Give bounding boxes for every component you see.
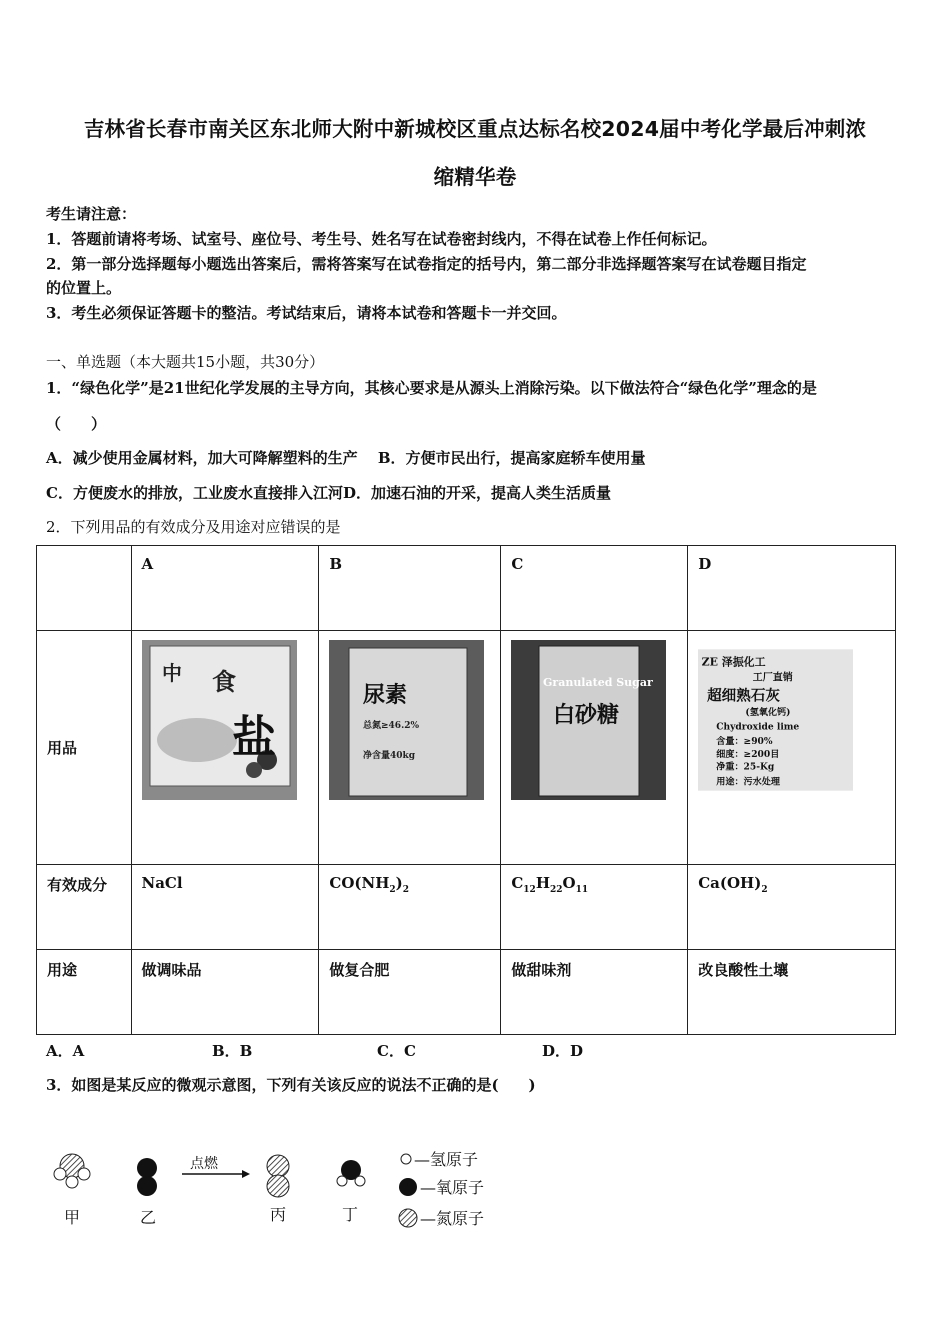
q2-table <box>36 545 896 1035</box>
lime-bag-text-3: 超细熟石灰 <box>707 687 781 705</box>
urea-bag-text-3: 净含量40kg <box>363 751 416 761</box>
salt-bag-text-2: 食 <box>211 667 236 696</box>
component-c-s2: 22 <box>550 885 563 895</box>
notice-heading: 考生请注意： <box>46 205 137 223</box>
q2-choice-c[interactable]: C．C <box>377 1042 416 1060</box>
component-b <box>319 865 501 950</box>
component-d-sub1: 2 <box>761 885 768 895</box>
component-c-o: O <box>562 874 576 892</box>
use-c: 做甜味剂 <box>501 950 688 1035</box>
lime-bag-text-1: ZE 泽振化工 <box>701 655 766 669</box>
component-c-s3: 11 <box>575 885 589 895</box>
component-c-s1: 12 <box>523 885 536 895</box>
molecule-ding <box>337 1160 365 1186</box>
q1-options-ab: A．减少使用金属材料，加大可降解塑料的生产 B．方便市民出行，提高家庭轿车使用量 <box>46 449 646 467</box>
page-title-line1: 吉林省长春市南关区东北师大附中新城校区重点达标名校2024届中考化学最后冲刺浓 <box>83 117 867 141</box>
use-a: 做调味品 <box>131 950 319 1035</box>
legend-nitrogen: —氮原子 <box>420 1209 485 1228</box>
section-heading: 一、单选题（本大题共15小题，共30分） <box>46 353 325 371</box>
lime-bag-text-7: 细度：≥200目 <box>716 748 780 760</box>
slaked-lime-bag-image <box>698 640 853 800</box>
q1-stem: 1．“绿色化学”是21世纪化学发展的主导方向，其核心要求是从源头上消除污染。以下做法符合“绿色化学”理念的是 <box>46 379 817 397</box>
component-c-h: H <box>535 874 550 892</box>
molecule-yi <box>137 1158 157 1196</box>
q1-blank: （ ） <box>46 415 107 433</box>
table-row <box>37 631 896 865</box>
table-row <box>37 865 896 950</box>
urea-bag-text-1: 尿素 <box>363 682 408 708</box>
legend <box>399 1150 484 1228</box>
row-label-item: 用品 <box>37 631 132 865</box>
lime-bag-text-4: (氢氧化钙) <box>745 706 791 718</box>
food-salt-bag-image <box>142 640 297 800</box>
molecule-jia <box>54 1154 90 1188</box>
legend-hydrogen: —氢原子 <box>414 1150 479 1169</box>
component-a: NaCl <box>131 865 319 950</box>
component-c <box>501 865 688 950</box>
reaction-arrow <box>182 1155 250 1178</box>
image-cell-b <box>319 631 501 865</box>
lime-bag-text-2: 工厂直销 <box>752 672 794 684</box>
col-header-c: C <box>501 546 688 631</box>
label-bing: 丙 <box>270 1205 287 1224</box>
use-b: 做复合肥 <box>319 950 501 1035</box>
col-header-d: D <box>688 546 896 631</box>
notice-item-1: 1．答题前请将考场、试室号、座位号、考生号、姓名写在试卷密封线内，不得在试卷上作任何标记。 <box>46 230 717 248</box>
component-b-tail: ) <box>395 874 403 892</box>
q2-choice-b[interactable]: B．B <box>212 1042 253 1060</box>
notice-item-2: 2．第一部分选择题每小题选出答案后，需将答案写在试卷指定的括号内，第二部分非选择题答案写在试卷题目指定 <box>46 255 807 273</box>
lime-bag-text-9: 用途：污水处理 <box>716 776 781 788</box>
row-label-use: 用途 <box>37 950 132 1035</box>
label-jia: 甲 <box>64 1208 81 1227</box>
col-header-b: B <box>319 546 501 631</box>
component-c-c: C <box>511 874 524 892</box>
q2-choice-d[interactable]: D．D <box>542 1042 584 1060</box>
q3-stem: 3．如图是某反应的微观示意图，下列有关该反应的说法不正确的是( ) <box>46 1076 536 1094</box>
lime-bag-text-5: Chydroxide lime <box>716 721 800 733</box>
notice-item-2-cont: 的位置上。 <box>46 279 122 297</box>
image-cell-a <box>131 631 319 865</box>
q2-stem: 2．下列用品的有效成分及用途对应错误的是 <box>46 518 341 536</box>
table-row <box>37 950 896 1035</box>
component-b-sub2: 2 <box>402 885 410 895</box>
table-cell <box>37 546 132 631</box>
label-yi: 乙 <box>140 1208 157 1227</box>
image-cell-d <box>688 631 896 865</box>
urea-bag-text-2: 总氮≥46.2% <box>363 721 420 731</box>
legend-oxygen: —氧原子 <box>420 1178 485 1197</box>
sugar-bag-text-1: Granulated Sugar <box>543 676 654 689</box>
notice-item-3: 3．考生必须保证答题卡的整洁。考试结束后，请将本试卷和答题卡一并交回。 <box>46 304 567 322</box>
q2-choice-a[interactable]: A．A <box>46 1042 85 1060</box>
salt-bag-text-3: 盐 <box>231 712 276 763</box>
molecule-bing <box>267 1155 289 1197</box>
reaction-diagram <box>40 1140 510 1250</box>
image-cell-c <box>501 631 688 865</box>
component-b-main: CO(NH <box>329 874 390 892</box>
table-row <box>37 546 896 631</box>
page-title-line2: 缩精华卷 <box>433 165 517 189</box>
sugar-bag-text-2: 白砂糖 <box>553 702 620 728</box>
lime-bag-text-6: 含量：≥90% <box>716 736 773 748</box>
salt-bag-text-1: 中 <box>161 661 182 685</box>
white-sugar-bag-image <box>511 640 666 800</box>
component-d <box>688 865 896 950</box>
use-d: 改良酸性土壤 <box>688 950 896 1035</box>
arrow-label: 点燃 <box>190 1156 218 1172</box>
component-b-sub1: 2 <box>389 885 396 895</box>
urea-bag-image <box>329 640 484 800</box>
q1-options-cd: C．方便废水的排放，工业废水直接排入江河D．加速石油的开采，提高人类生活质量 <box>46 484 611 502</box>
col-header-a: A <box>131 546 319 631</box>
lime-bag-text-8: 净重：25-Kg <box>716 761 775 773</box>
label-ding: 丁 <box>342 1205 359 1224</box>
component-d-main: Ca(OH) <box>698 874 762 892</box>
row-label-component: 有效成分 <box>37 865 132 950</box>
